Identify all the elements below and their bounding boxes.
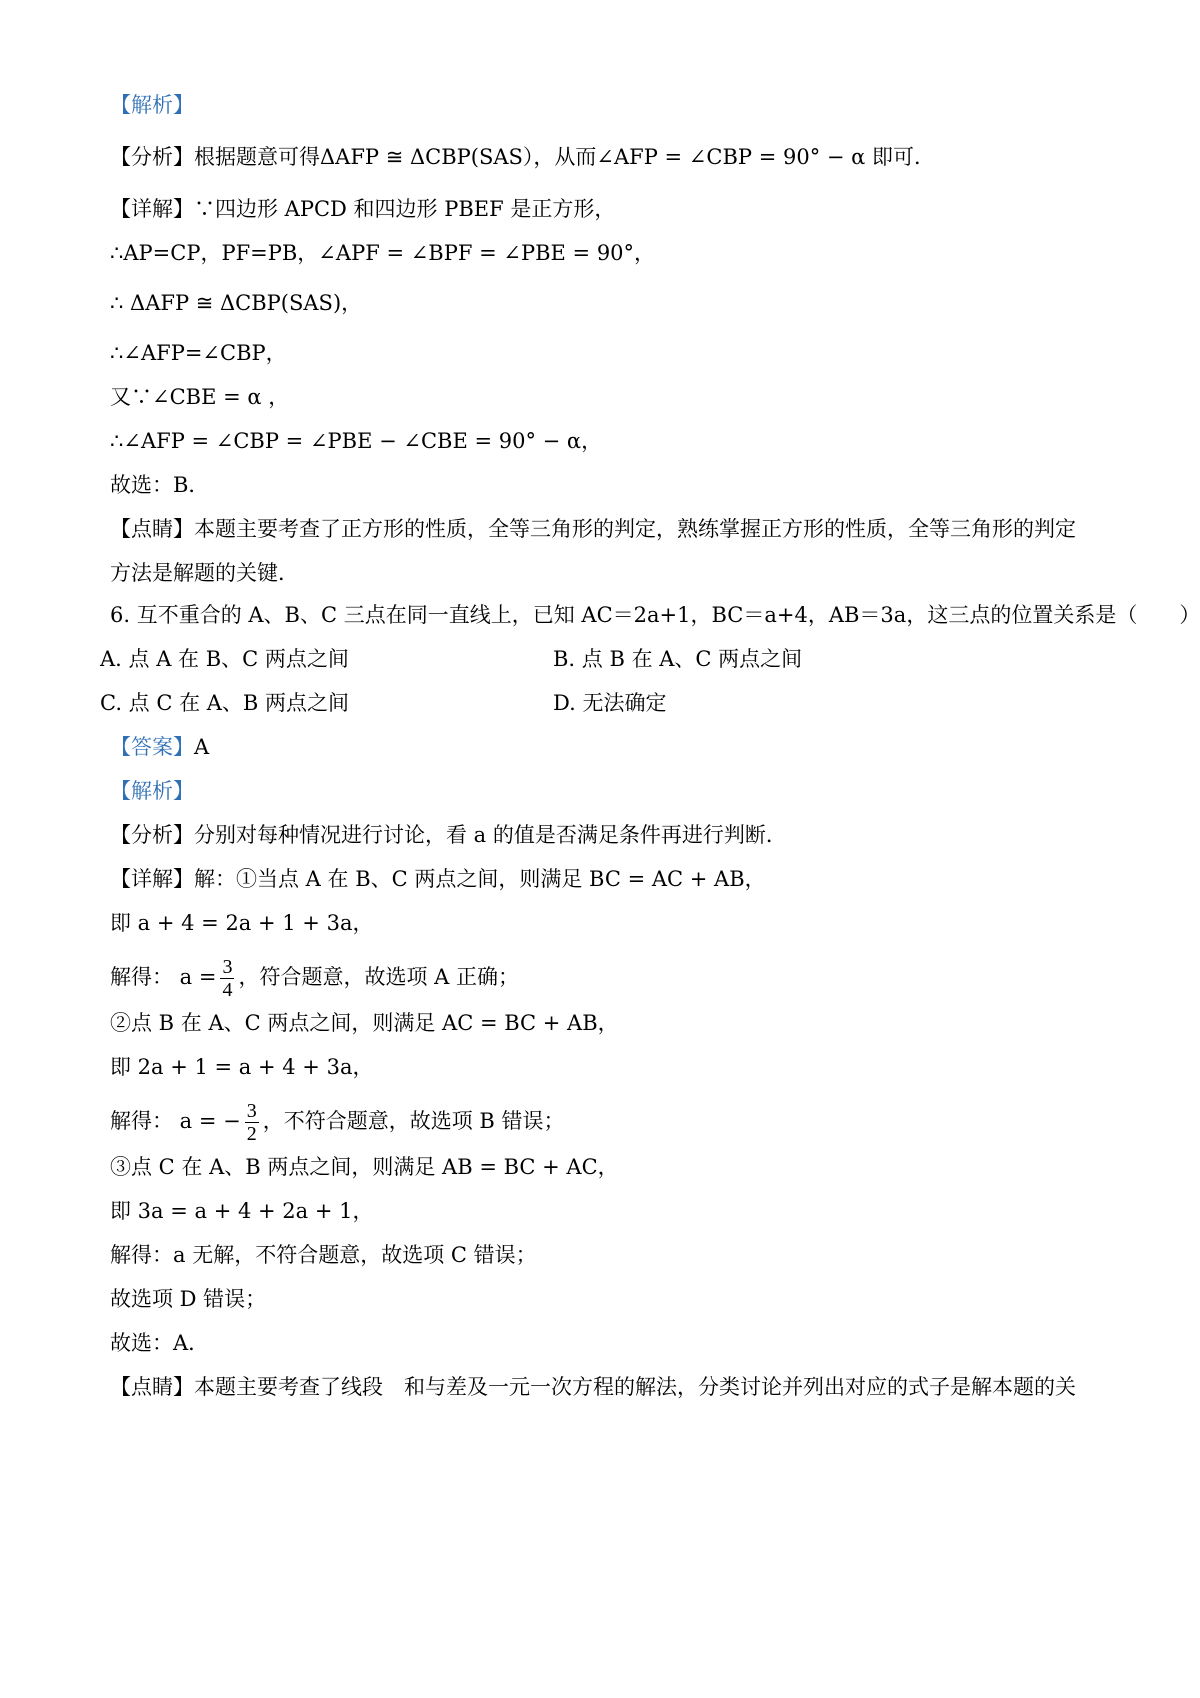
option-d-wrong: 故选项 D 错误； — [110, 1287, 267, 1311]
step-line-3: ∴∠AFP=∠CBP， — [110, 341, 287, 365]
choice-line-2: 故选：A． — [110, 1331, 210, 1355]
case2-suffix: ，不符合题意，故选项 B 错误； — [262, 1109, 565, 1133]
step-line-1: ∴AP=CP，PF=PB，∠APF = ∠BPF = ∠PBE = 90°， — [110, 241, 656, 265]
case2-result — [110, 1100, 1100, 1145]
case1-equation: 即 a + 4 = 2a + 1 + 3a， — [110, 911, 374, 935]
answer-value: A — [194, 735, 210, 759]
comment-line-1: 【点睛】本题主要考查了正方形的性质，全等三角形的判定，熟练掌握正方形的性质，全等三角形的判定 — [110, 517, 1076, 541]
detail-line-2: 【详解】解：①当点 A 在 B、C 两点之间，则满足 BC = AC + AB， — [110, 867, 766, 891]
answer-tag: 【答案】 — [110, 735, 194, 759]
step-line-4: 又∵∠CBE = α ， — [110, 385, 290, 409]
analysis-line: 【分析】根据题意可得ΔAFP ≅ ΔCBP(SAS），从而∠AFP = ∠CBP = 90° − α 即可． — [110, 145, 936, 169]
case1-denominator: 4 — [222, 979, 233, 1001]
step-line-2: ∴ ΔAFP ≅ ΔCBP(SAS)， — [110, 291, 363, 315]
case3-head: ③点 C 在 A、B 两点之间，则满足 AB = BC + AC， — [110, 1155, 619, 1179]
case2-denominator: 2 — [246, 1123, 257, 1145]
analysis-line-2: 【分析】分别对每种情况进行讨论，看 a 的值是否满足条件再进行判断． — [110, 823, 787, 847]
comment-line-3: 【点睛】本题主要考查了线段 和与差及一元一次方程的解法，分类讨论并列出对应的式子是解本题的关 — [110, 1375, 1076, 1399]
answer-line — [110, 732, 1100, 762]
case3-result: 解得：a 无解，不符合题意，故选项 C 错误； — [110, 1243, 537, 1267]
case1-suffix: ，符合题意，故选项 A 正确； — [238, 965, 519, 989]
jiexi-tag: 【解析】 — [110, 93, 194, 117]
jiexi-tag-2: 【解析】 — [110, 779, 194, 803]
choice-line: 故选：B． — [110, 473, 210, 497]
case3-equation: 即 3a = a + 4 + 2a + 1， — [110, 1199, 374, 1223]
detail-line: 【详解】∵四边形 APCD 和四边形 PBEF 是正方形， — [110, 197, 616, 221]
case1-numerator: 3 — [222, 956, 233, 978]
case2-prefix: 解得： a = − — [110, 1109, 241, 1133]
case2-fraction — [245, 1100, 259, 1145]
case2-equation: 即 2a + 1 = a + 4 + 3a， — [110, 1055, 374, 1079]
option-d: D. 无法确定 — [553, 691, 667, 715]
comment-line-2: 方法是解题的关键． — [110, 561, 299, 585]
option-b: B. 点 B 在 A、C 两点之间 — [553, 647, 803, 671]
option-a: A. 点 A 在 B、C 两点之间 — [100, 647, 349, 671]
question-stem: 6. 互不重合的 A、B、C 三点在同一直线上，已知 AC＝2a+1，BC＝a+4，AB＝3a，这三点的位置关系是（ ） — [110, 603, 1200, 627]
case2-head: ②点 B 在 A、C 两点之间，则满足 AC = BC + AB， — [110, 1011, 619, 1035]
case1-prefix: 解得： a = — [110, 965, 217, 989]
case1-result — [110, 956, 1100, 1001]
option-c: C. 点 C 在 A、B 两点之间 — [100, 691, 350, 715]
case1-fraction — [220, 956, 234, 1001]
case2-numerator: 3 — [246, 1100, 257, 1122]
step-line-5: ∴∠AFP = ∠CBP = ∠PBE − ∠CBE = 90° − α， — [110, 429, 603, 453]
